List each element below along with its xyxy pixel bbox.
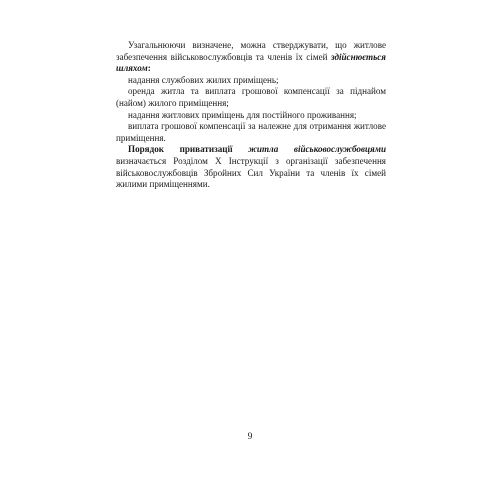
intro-paragraph [116,40,386,75]
intro-text: Узагальнюючи визначене, можна стверджувати, що житлове забезпечення військовослужбовців та членів їх сімей [116,40,386,62]
privatization-paragraph [116,144,386,190]
list-item: оренда житла та виплата грошової компенсації за піднайом (найом) жилого приміщення; [116,86,386,108]
list-item: надання житлових приміщень для постійного проживання; [128,109,357,120]
list-item: виплата грошової компенсації за належне для отримання житлове приміщення. [116,121,386,143]
privatization-text: визначається Розділом X Інструкції з організації забезпечення військовослужбовців Збройних Сил України та членів їх сімей жилими приміщеннями. [116,155,386,190]
list-item: надання службових жилих приміщень; [128,74,279,85]
page-number: 9 [247,432,253,442]
privatization-subject: житла військовослужбовцями [248,144,387,155]
body-text [116,40,386,191]
intro-colon: : [147,63,151,74]
privatization-heading: Порядок приватизації [128,144,233,155]
intro-emphasis: здійснюється шляхом [116,51,386,74]
